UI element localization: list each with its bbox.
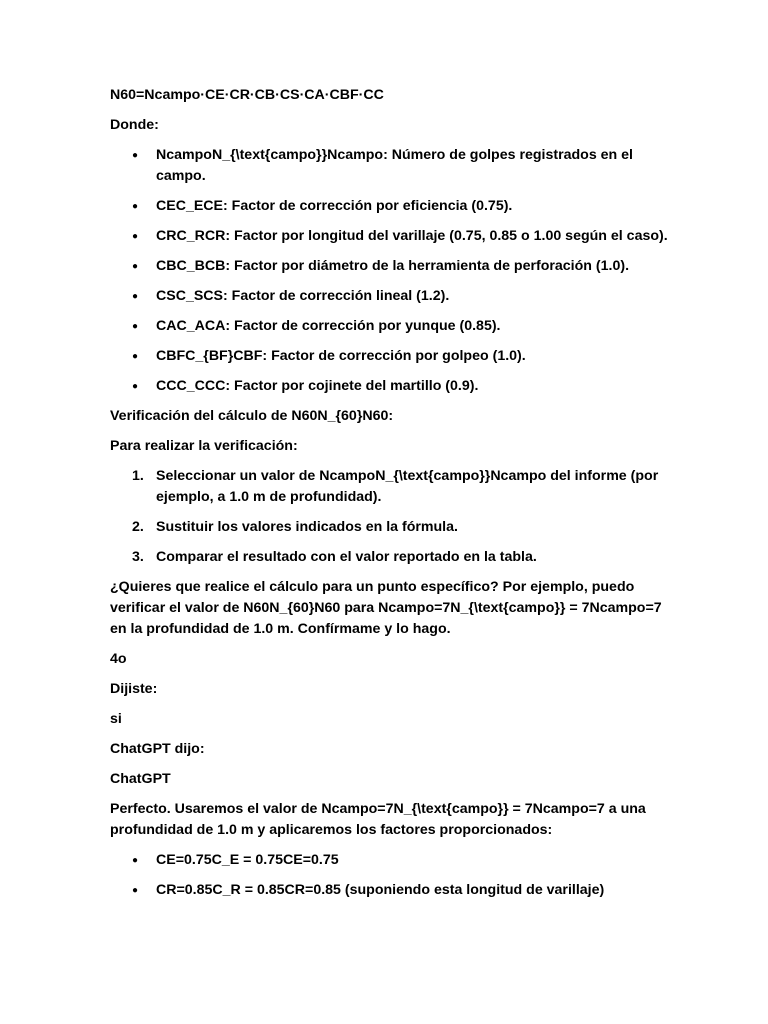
bullet-icon: ● xyxy=(132,885,139,896)
value-item: ● CR=0.85C_R = 0.85CR=0.85 (suponiendo esta longitud de varillaje) xyxy=(110,880,670,901)
factor-list xyxy=(110,145,670,397)
bullet-icon: ● xyxy=(132,201,139,212)
factor-item: ● CSC_SCS: Factor de corrección lineal (1.2). xyxy=(110,286,670,307)
question-paragraph: ¿Quieres que realice el cálculo para un punto específico? Por ejemplo, puedo verificar el valor de N60N_{60}N60 para Ncampo=7N_{\text{campo}} = 7Ncampo=7 en la profundidad de 1.0 m. Confírmame y lo hago. xyxy=(110,579,662,637)
step-number: 1. xyxy=(132,468,144,484)
bullet-icon: ● xyxy=(132,150,139,161)
step-item: 1. Seleccionar un valor de NcampoN_{\text{campo}}Ncampo del informe (por ejemplo, a 1.0 m de profundidad). xyxy=(132,468,659,505)
step-number: 3. xyxy=(132,549,144,565)
verification-intro: Para realizar la verificación: xyxy=(110,438,298,454)
factor-item: ● CBFC_{BF}CBF: Factor de corrección por golpeo (1.0). xyxy=(110,346,670,367)
steps-list xyxy=(110,466,670,568)
bullet-icon: ● xyxy=(132,381,139,392)
user-label: Dijiste: xyxy=(110,681,158,697)
model-label: 4o xyxy=(110,651,127,667)
assistant-label: ChatGPT dijo: xyxy=(110,741,205,757)
factor-item: ● CAC_ACA: Factor de corrección por yunque (0.85). xyxy=(110,316,670,337)
assistant-name: ChatGPT xyxy=(110,771,171,787)
value-item: ● CE=0.75C_E = 0.75CE=0.75 xyxy=(110,850,670,871)
values-list xyxy=(110,850,670,901)
bullet-icon: ● xyxy=(132,261,139,272)
bullet-icon: ● xyxy=(132,351,139,362)
step-number: 2. xyxy=(132,519,144,535)
bullet-icon: ● xyxy=(132,231,139,242)
step-item: 3. Comparar el resultado con el valor reportado en la tabla. xyxy=(110,547,670,568)
user-message: si xyxy=(110,711,122,727)
bullet-icon: ● xyxy=(132,855,139,866)
answer-paragraph: Perfecto. Usaremos el valor de Ncampo=7N_{\text{campo}} = 7Ncampo=7 a una profundidad de 1.0 m y aplicaremos los factores proporcionados: xyxy=(110,801,646,838)
factor-item: ● CRC_RCR: Factor por longitud del varillaje (0.75, 0.85 o 1.00 según el caso). xyxy=(110,226,670,247)
factor-item: ● CCC_CCC: Factor por cojinete del martillo (0.9). xyxy=(110,376,670,397)
verification-heading: Verificación del cálculo de N60N_{60}N60: xyxy=(110,408,394,424)
bullet-icon: ● xyxy=(132,321,139,332)
step-item: 2. Sustituir los valores indicados en la fórmula. xyxy=(110,517,670,538)
document-page xyxy=(110,85,670,910)
factor-item: ● CBC_BCB: Factor por diámetro de la herramienta de perforación (1.0). xyxy=(110,256,670,277)
bullet-icon: ● xyxy=(132,291,139,302)
formula-line: N60=Ncampo·CE·CR·CB·CS·CA·CBF·CC xyxy=(110,87,384,103)
factor-item: ● NcampoN_{\text{campo}}Ncampo: Número de golpes registrados en el campo. xyxy=(132,147,633,184)
donde-label: Donde: xyxy=(110,117,159,133)
factor-item: ● CEC_ECE: Factor de corrección por eficiencia (0.75). xyxy=(110,196,670,217)
